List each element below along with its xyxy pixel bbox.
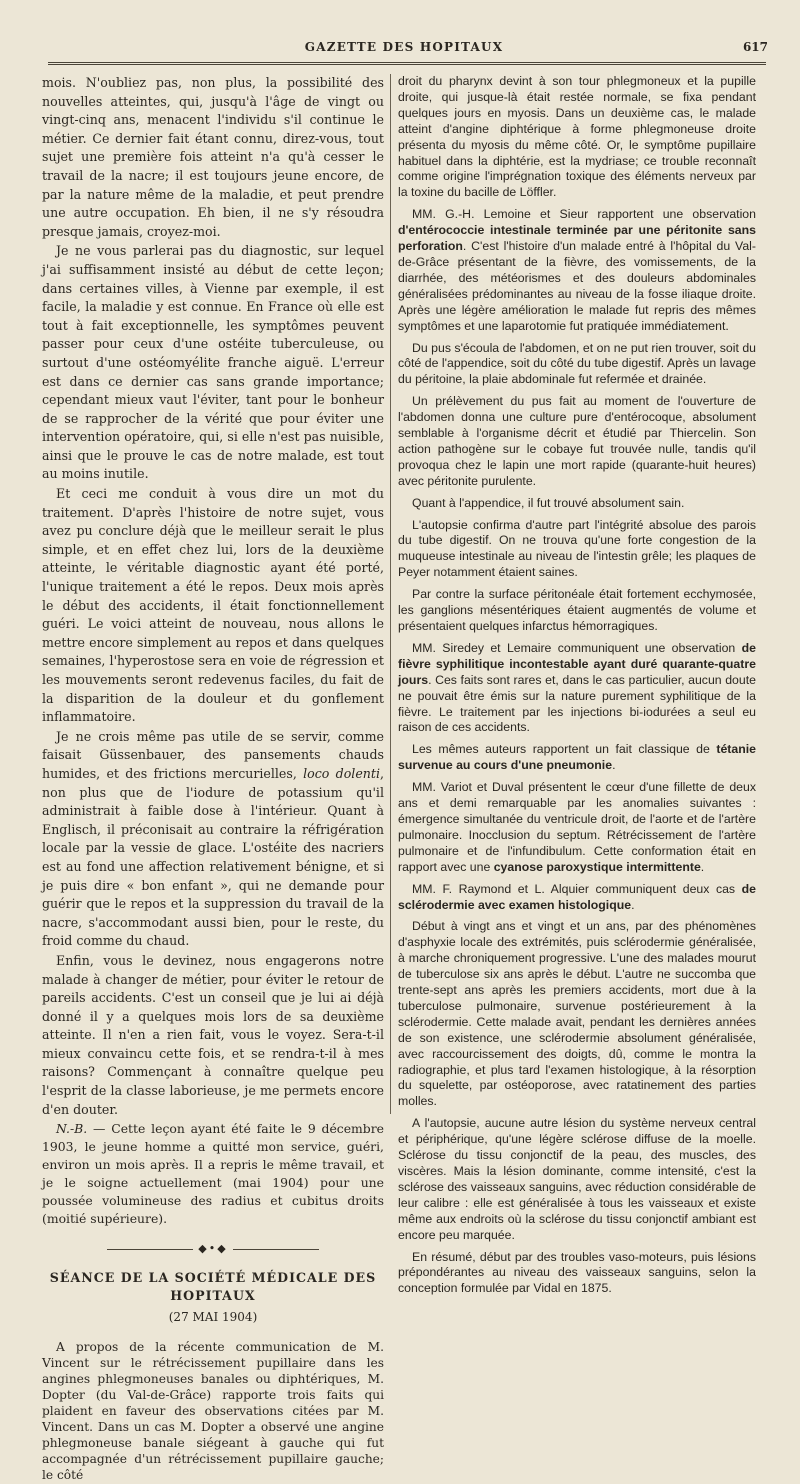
bold-topic: cyanose paroxystique intermittente (493, 859, 701, 874)
header-rule (48, 62, 766, 65)
paragraph (398, 780, 756, 875)
text-run: . (700, 859, 705, 874)
paragraph (398, 882, 756, 914)
nb-label: N.-B. (56, 1121, 88, 1137)
bold-topic: d'entérococcie intestinale terminée par une péritonite sans perforation (398, 223, 756, 254)
nb-text: — Cette leçon ayant été faite le 9 décembre 1903, le jeune homme a quitté mon service, guéri, environ un mois après. Il a repris le même travail, et je le soigne actuellement (mai 1904) pour une poussée volumineuse des radius et cubitus droits (moitié supérieure). (42, 1121, 384, 1227)
paragraph (398, 742, 756, 774)
text-run: Je ne crois même pas utile de se servir, comme faisait Güssenbauer, des pansements chauds humides, et des frictions mercurielles, (42, 728, 384, 781)
text-run: . (631, 897, 635, 912)
bold-topic: tétanie survenue au cours d'une pneumonie (398, 742, 756, 773)
paragraph: Du pus s'écoula de l'abdomen, et on ne put rien trouver, soit du côté de l'appendice, soit du côté du tube digestif. Après un lavage du péritoine, la plaie abdominale fut refermée et drainée. (398, 340, 756, 387)
paragraph: droit du pharynx devint à son tour phlegmoneux et la pupille droite, qui jusque-là était restée normale, se fixa pendant quelques jours en myosis. Dans un deuxième cas, le malade atteint d'angine diphtérique à forme phlegmoneuse droite présenta du myosis du même côté. Or, le symptôme pupillaire habituel dans la diphtérie, est la mydriase; ce trouble reconnaît comme origine l'imprégnation toxique des éléments nerveux par la toxine du bacille de Löffler. (398, 74, 756, 200)
running-header (40, 36, 768, 60)
text-run: . (612, 758, 616, 773)
page-number: 617 (742, 40, 768, 54)
paragraph (398, 207, 756, 334)
section-title: SÉANCE DE LA SOCIÉTÉ MÉDICALE DES HOPITAUX (49, 1269, 377, 1304)
section-ornament: ◆•◆ (42, 1240, 384, 1259)
text-run: , non plus que de l'iodure de potassium qu'il administrait à faible dose à l'intérieur. Quant à Englisch, il préconisait au contraire la réfrigération locale par la vessie de glace. L'ostéite des nacriers est au fond une affection relativement bénigne, et si je puis dire « bon enfant », qui ne demande pour guérir que le repos et la suppression du travail de la nacre, s'accommodant aussi bien, pour le reste, du froid comme du chaud. (42, 765, 384, 949)
paragraph: L'autopsie confirma d'autre part l'intégrité absolue des parois du tube digestif. On ne trouva qu'une forte congestion de la muqueuse intestinale au niveau de l'intestin grêle; les plaques de Peyer notamment étaient saines. (398, 517, 756, 580)
paragraph: Début à vingt ans et vingt et un ans, par des phénomènes d'asphyxie locale des extrémités, puis sclérodermie généralisée, à marche chroniquement progressive. L'une des malades mourut de tuberculose six ans après le début. L'autre ne succomba que trente-sept ans après les premiers accidents, mort due à la tuberculose pulmonaire, survenue postérieurement à la sclérodermie. Cette malade avait, pendant les dernières années de son existence, une sclérodermie absolument généralisée, avec raccourcissement des doigts, dû, comme le montra la radiographie, et plus tard l'examen histologique, à la résorption du squelette, par ostéoporose, avec ratatinement des parties molles. (398, 919, 756, 1109)
right-column (398, 74, 756, 1303)
paragraph: A l'autopsie, aucune autre lésion du système nerveux central et périphérique, qu'une légère sclérose diffuse de la moelle. Sclérose du tissu conjonctif de la peau, des muscles, des viscères. Mais la lésion dominante, comme intensité, c'est la sclérose des vaisseaux sanguins, avec réduction considérable de leur calibre : elle est généralisée à tous les vaisseaux et existe même aux endroits où la sclérose du tissu conjonctif ambiant est encore peu marquée. (398, 1116, 756, 1242)
text-run: Les mêmes auteurs rapportent un fait classique de (412, 742, 717, 757)
paragraph: A propos de la récente communication de M. Vincent sur le rétrécissement pupillaire dans les angines phlegmoneuses banales ou diphtériques, M. Dopter (du Val-de-Grâce) rapporte trois faits qui plaident en faveur des observations citées par M. Vincent. Dans un cas M. Dopter a observé une angine phlegmoneuse banale siégeant à gauche qui fut accompagnée d'un rétrécissement pupillaire gauche; le côté (42, 1339, 384, 1482)
text-run: MM. Variot et Duval présentent le cœur d'une fillette de deux ans et demi remarquable par les anomalies suivantes : émergence simultanée du ventricule droit, de l'aorte et de l'artère pulmonaire. Inocclusion du septum. Rétrécissement de l'artère pulmonaire et de l'infundibulum. Cette conformation était en rapport avec une (398, 780, 756, 874)
text-run: . C'est l'histoire d'un malade entré à l'hôpital du Val-de-Grâce présentant de la fièvre, des vomissements, de la diarrhée, des météorismes et des douleurs abdominales généralisées prédominantes au niveau de la fosse iliaque droite. Après une légère amélioration le malade fut repris des mêmes symptômes et une laparotomie fut pratiquée immédiatement. (398, 239, 756, 333)
paragraph: mois. N'oubliez pas, non plus, la possibilité des nouvelles atteintes, qui, jusqu'à l'âge de vingt ou vingt-cinq ans, menacent l'individu s'il continue le métier. Ce dernier fait étant connu, direz-vous, tout sujet une première fois atteint n'a qu'à cesser le travail de la nacre; il est toujours jeune encore, de par la nature même de la maladie, et peut prendre une autre occupation. Eh bien, il ne s'y résoudra presque jamais, croyez-moi. (42, 75, 384, 239)
text-run: . Ces faits sont rares et, dans le cas particulier, aucun doute ne pouvait être émis sur la nature purement syphilitique de la fièvre. Le traitement par les injections bi-iodurées a seul eu raison de ces accidents. (398, 672, 756, 735)
paragraph: Quant à l'appendice, il fut trouvé absolument sain. (412, 495, 685, 510)
section-date: (27 MAI 1904) (168, 1310, 258, 1325)
nota-bene (42, 1120, 384, 1228)
italic-term: loco dolenti (303, 765, 380, 781)
paragraph (398, 641, 756, 736)
paragraph: Un prélèvement du pus fait au moment de l'ouverture de l'abdomen donna une culture pure d'entérocoque, absolument semblable à l'organisme décrit et étudié par Thiercelin. Son action pathogène sur le cobaye fut trouvée nulle, tandis qu'il provoqua chez le lapin une mort rapide (quarante-huit heures) avec péritonite purulente. (398, 394, 756, 488)
bold-topic: de fièvre syphilitique incontestable ayant duré quarante-quatre jours (398, 640, 756, 687)
text-run: MM. F. Raymond et L. Alquier communiquent deux cas (412, 881, 742, 896)
left-column (42, 74, 384, 1484)
paragraph: En résumé, début par des troubles vaso-moteurs, puis lésions prépondérantes au niveau des vaisseaux sanguins, selon la conception formulée par Vidal en 1875. (398, 1249, 756, 1296)
text-run: MM. G.-H. Lemoine et Sieur rapportent une observation (412, 207, 756, 222)
paragraph (42, 728, 384, 951)
publication-title: GAZETTE DES HOPITAUX (304, 40, 504, 54)
paragraph: Et ceci me conduit à vous dire un mot du traitement. D'après l'histoire de notre sujet, vous avez pu conclure déjà que le meilleur serait le plus simple, et en effet chez lui, lors de la deuxième atteinte, le véritable diagnostic ayant été porté, l'unique traitement a été le repos. Deux mois après le début des accidents, il était fonctionnellement guéri. Le voici atteint de nouveau, nous allons le mettre encore simplement au repos et dans quelques semaines, l'hyperostose sera en voie de régression et les mouvements seront redevenus faciles, du fait de la disparition de la douleur et du gonflement inflammatoire. (42, 486, 384, 725)
bold-topic: de sclérodermie avec examen histologique (398, 881, 756, 912)
paragraph: Par contre la surface péritonéale était fortement ecchymosée, les ganglions mésentériques étaient augmentés de volume et présentaient quelques infarctus hémorragiques. (398, 587, 756, 633)
paragraph: Je ne vous parlerai pas du diagnostic, sur lequel j'ai suffisamment insisté au début de cette leçon; dans certaines villes, à Vienne par exemple, il est facile, la maladie y est connue. En France où elle est tout à fait exceptionnelle, les symptômes peuvent passer pour ceux d'une ostéite tuberculeuse, ou surtout d'une ostéomyélite franche aiguë. L'erreur est dans ce dernier cas sans grande importance; cependant mieux vaut l'éviter, tant pour le bonheur de se rapprocher de la vérité que pour éviter une intervention opératoire, qui, si elle n'est pas nuisible, ainsi que le prouve le cas de notre malade, est tout au moins inutile. (42, 243, 384, 482)
text-run: MM. Siredey et Lemaire communiquent une observation (412, 640, 742, 655)
paragraph: Enfin, vous le devinez, nous engagerons notre malade à changer de métier, pour éviter le retour de pareils accidents. C'est un conseil que je lui ai déjà donné il y a quelques mois lors de sa deuxième atteinte. Il n'en a rien fait, vous le voyez. Sera-t-il mieux convaincu cette fois, et se rendra-t-il à mes raisons? Commençant à connaître quelque peu l'esprit de la classe laborieuse, je me permets encore d'en douter. (42, 952, 384, 1117)
column-divider (390, 74, 391, 1114)
